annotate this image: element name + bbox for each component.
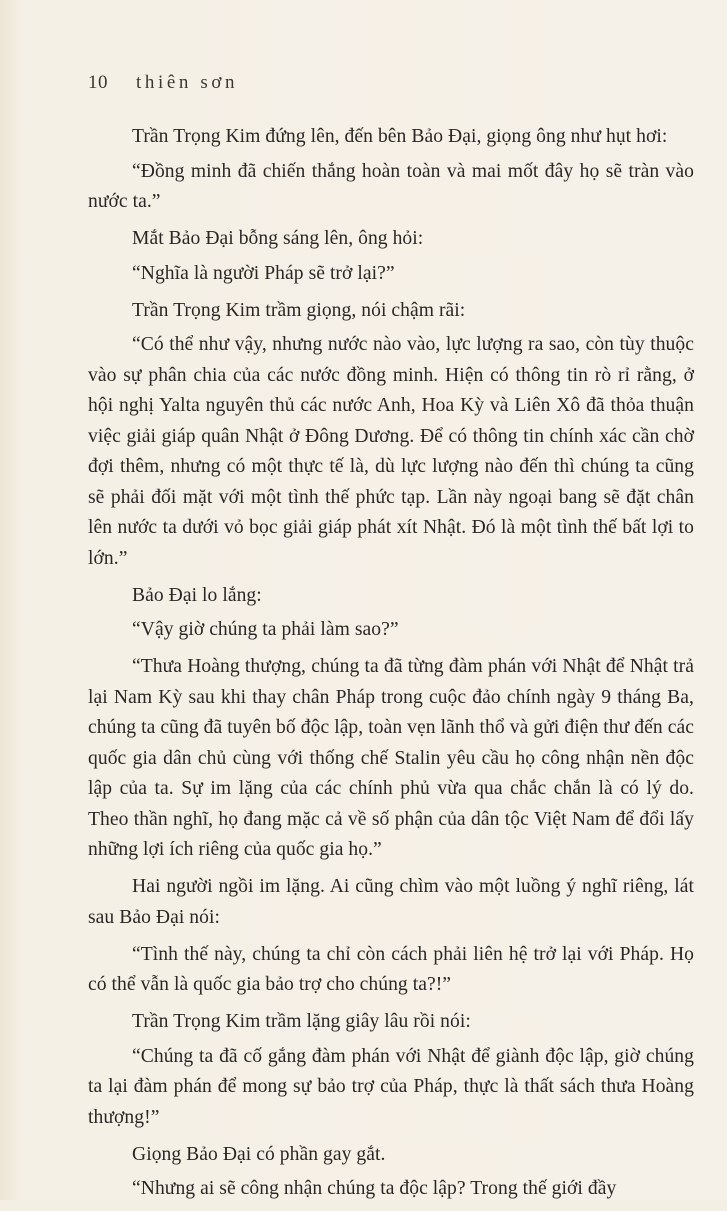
paragraph: “Chúng ta đã cố gắng đàm phán với Nhật để giành độc lập, giờ chúng ta lại đàm phán để mong sự bảo trợ của Pháp, thực là thất sách thưa Hoàng thượng!” — [88, 1045, 694, 1128]
page-header — [88, 72, 238, 98]
paragraph: Mắt Bảo Đại bỗng sáng lên, ông hỏi: — [132, 228, 424, 249]
paragraph: Trần Trọng Kim trầm lặng giây lâu rồi nói: — [132, 1011, 471, 1032]
paragraph: “Nghĩa là người Pháp sẽ trở lại?” — [132, 262, 395, 284]
paragraph: “Đồng minh đã chiến thắng hoàn toàn và mai mốt đây họ sẽ tràn vào nước ta.” — [88, 160, 694, 212]
body-text — [88, 122, 694, 1211]
paragraph: “Nhưng ai sẽ công nhận chúng ta độc lập? Trong thế giới đầy — [132, 1178, 617, 1199]
paragraph: Bảo Đại lo lắng: — [132, 584, 262, 606]
paragraph: “Có thể như vậy, nhưng nước nào vào, lực lượng ra sao, còn tùy thuộc vào sự phân chia của các nước đồng minh. Hiện có thông tin rò rỉ rằng, ở hội nghị Yalta nguyên thủ các nước Anh, Hoa Kỳ và Liên Xô đã thỏa thuận việc giải giáp quân Nhật ở Đông Dương. Để có thông tin chính xác cần chờ đợi thêm, nhưng có một thực tế là, dù lực lượng nào đến thì chúng ta cũng sẽ phải đối mặt với một tình thế phức tạp. Lần này ngoại bang sẽ đặt chân lên nước ta dưới vỏ bọc giải giáp phát xít Nhật. Đó là một tình thế bất lợi to lớn.” — [88, 334, 694, 569]
paragraph: “Vậy giờ chúng ta phải làm sao?” — [132, 619, 399, 640]
paragraph: Hai người ngồi im lặng. Ai cũng chìm vào một luồng ý nghĩ riêng, lát sau Bảo Đại nói: — [88, 876, 694, 928]
paragraph: Trần Trọng Kim trầm giọng, nói chậm rãi: — [132, 299, 466, 321]
paragraph: Giọng Bảo Đại có phần gay gắt. — [132, 1143, 386, 1165]
paragraph: “Tình thế này, chúng ta chỉ còn cách phải liên hệ trở lại với Pháp. Họ có thể vẫn là quốc gia bảo trợ cho chúng ta?!” — [88, 943, 694, 995]
paragraph: “Thưa Hoàng thượng, chúng ta đã từng đàm phán với Nhật để Nhật trả lại Nam Kỳ sau khi thay chân Pháp trong cuộc đảo chính ngày 9 tháng Ba, chúng ta cũng đã tuyên bố độc lập, toàn vẹn lãnh thổ và gửi điện thư đến các quốc gia dân chủ cùng với thống chế Stalin yêu cầu họ công nhận nền độc lập của ta. Sự im lặng của các chính phủ vừa qua chắc chắn là có lý do. Theo thần nghĩ, họ đang mặc cả về số phận của dân tộc Việt Nam để đổi lấy những lợi ích riêng của quốc gia họ.” — [88, 656, 694, 860]
paragraph: Trần Trọng Kim đứng lên, đến bên Bảo Đại, giọng ông như hụt hơi: — [132, 126, 668, 147]
page-number: 10 — [88, 72, 108, 93]
running-head: thiên sơn — [136, 72, 239, 93]
